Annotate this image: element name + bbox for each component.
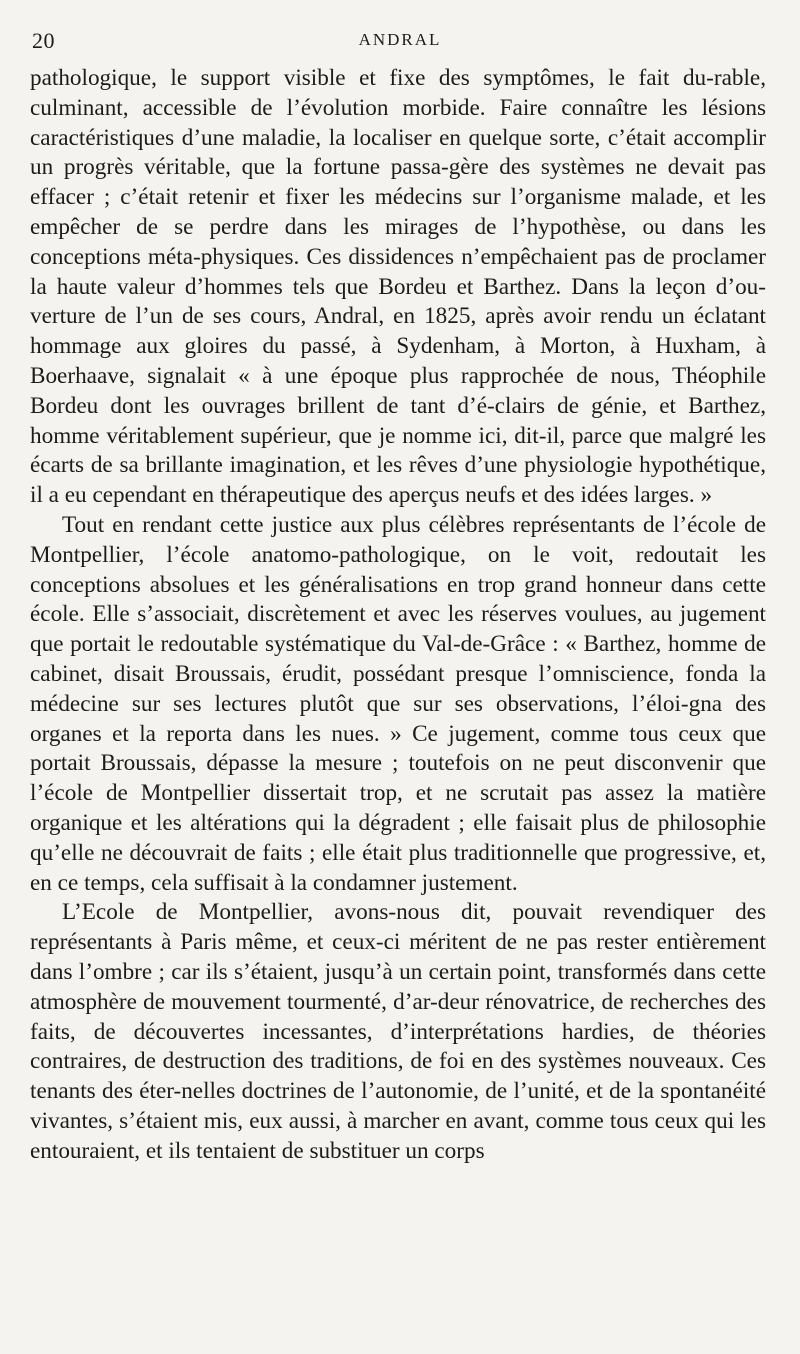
running-head xyxy=(32,28,768,58)
paragraph: pathologique, le support visible et fixe des symptômes, le fait du-rable, culminant, accessible de l’évolution morbide. Faire connaître les lésions caractéristiques d’une maladie, la localiser en quelque sorte, c’était accomplir un progrès véritable, que la fortune passa-gère des systèmes ne devait pas effacer ; c’était retenir et fixer les médecins sur l’organisme malade, et les empêcher de se perdre dans les mirages de l’hypothèse, ou dans les conceptions méta-physiques. Ces dissidences n’empêchaient pas de proclamer la haute valeur d’hommes tels que Bordeu et Barthez. Dans la leçon d’ou-verture de l’un de ses cours, Andral, en 1825, après avoir rendu un éclatant hommage aux gloires du passé, à Sydenham, à Morton, à Huxham, à Boerhaave, signalait « à une époque plus rapprochée de nous, Théophile Bordeu dont les ouvrages brillent de tant d’é-clairs de génie, et Barthez, homme véritablement supérieur, que je nomme ici, dit-il, parce que malgré les écarts de sa brillante imagination, et les rêves d’une physiologie hypothétique, il a eu cependant en thérapeutique des aperçus neufs et des idées larges. » xyxy=(30,65,766,509)
paragraph: Tout en rendant cette justice aux plus célèbres représentants de l’école de Montpellier, l’école anatomo-pathologique, on le voit, redoutait les conceptions absolues et les généralisations en trop grand honneur dans cette école. Elle s’associait, discrètement et avec les réserves voulues, au jugement que portait le redoutable systématique du Val-de-Grâce : « Barthez, homme de cabinet, disait Broussais, érudit, possédant presque l’omniscience, fonda la médecine sur ses lectures plutôt que sur ses observations, l’éloi-gna des organes et la reporta dans les nues. » Ce jugement, comme tous ceux que portait Broussais, dépasse la mesure ; toutefois on ne peut disconvenir que l’école de Montpellier dissertait trop, et ne scrutait pas assez la matière organique et les altérations qui la dégradent ; elle faisait plus de philosophie qu’elle ne découvrait de faits ; elle était plus traditionnelle que progressive, et, en ce temps, cela suffisait à la condamner justement. xyxy=(30,511,766,896)
page-number: 20 xyxy=(32,28,55,53)
paragraph: L’Ecole de Montpellier, avons-nous dit, pouvait revendiquer des représentants à Paris même, et ceux-ci méritent de ne pas rester entièrement dans l’ombre ; car ils s’étaient, jusqu’à un certain point, transformés dans cette atmosphère de mouvement tourmenté, d’ar-deur rénovatrice, de recherches des faits, de découvertes incessantes, d’interprétations hardies, de théories contraires, de destruction des traditions, de foi en des systèmes nouveaux. Ces tenants des éter-nelles doctrines de l’autonomie, de l’unité, et de la spontanéité vivantes, s’étaient mis, eux aussi, à marcher en avant, comme tous ceux qui les entouraient, et ils tentaient de substituer un corps xyxy=(30,899,766,1164)
body-text xyxy=(30,64,766,1166)
running-title: ANDRAL xyxy=(358,30,442,49)
